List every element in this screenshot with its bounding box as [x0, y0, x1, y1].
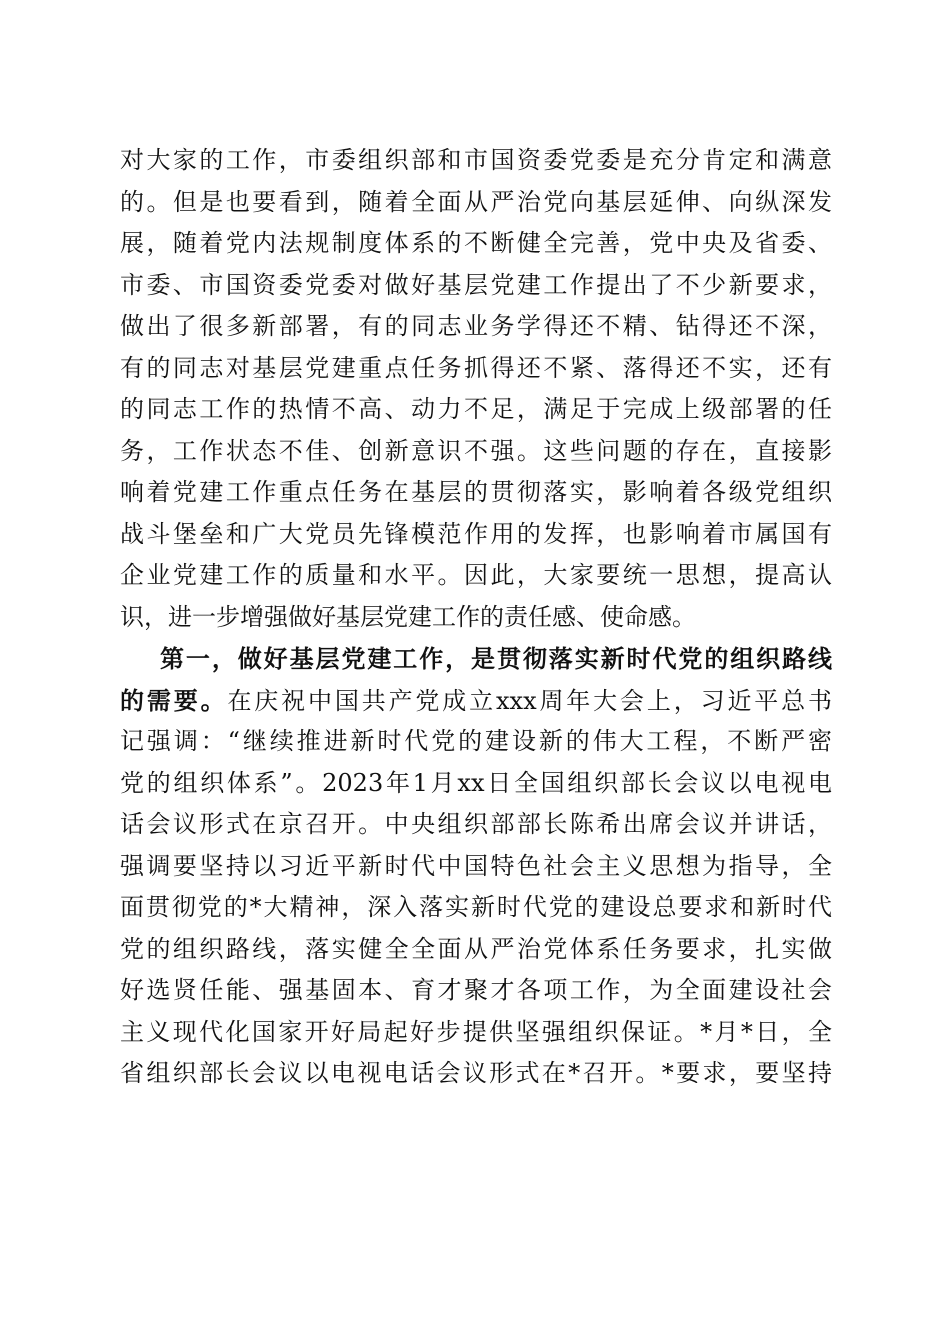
text-line: 响着党建工作重点任务在基层的贯彻落实，影响着各级党组织 — [120, 478, 832, 506]
text-line: 战斗堡垒和广大党员先锋模范作用的发挥，也影响着市属国有 — [120, 519, 832, 548]
text-line: 面贯彻党的*大精神，深入落实新时代党的建设总要求和新时代 — [120, 893, 832, 921]
text-line: 对大家的工作，市委组织部和市国资委党委是充分肯定和满意 — [120, 146, 832, 174]
text-line: 省组织部长会议以电视电话会议形式在*召开。*要求，要坚持 — [120, 1059, 832, 1087]
text-line: 有的同志对基层党建重点任务抓得还不紧、落得还不实，还有 — [120, 353, 832, 382]
text-line: 务，工作状态不佳、创新意识不强。这些问题的存在，直接影 — [120, 436, 832, 465]
text-line: 主义现代化国家开好局起好步提供坚强组织保证。*月*日，全 — [120, 1017, 832, 1046]
paragraph-intro — [120, 140, 832, 638]
text-line-rest: 在庆祝中国共产党成立xxx周年大会上，习近平总书 — [227, 686, 832, 715]
body-text — [120, 140, 832, 1095]
text-line: 展，随着党内法规制度体系的不断健全完善，党中央及省委、 — [120, 229, 832, 257]
text-line: 市委、市国资委党委对做好基层党建工作提出了不少新要求， — [120, 270, 832, 299]
text-line: 的。但是也要看到，随着全面从严治党向基层延伸、向纵深发 — [120, 187, 832, 216]
text-line: 强调要坚持以习近平新时代中国特色社会主义思想为指导，全 — [120, 851, 832, 880]
text-line: 好选贤任能、强基固本、育才聚才各项工作，为全面建设社会 — [120, 976, 832, 1004]
section-heading-end: 的需要。 — [120, 685, 228, 715]
section-heading: 第一，做好基层党建工作，是贯彻落实新时代党的组织路线 — [160, 644, 832, 673]
text-line: 记强调：“继续推进新时代党的建设新的伟大工程，不断严密 — [120, 727, 832, 755]
text-line: 做出了很多新部署，有的同志业务学得还不精、钻得还不深， — [120, 312, 832, 340]
text-line: 党的组织路线，落实健全全面从严治党体系任务要求，扎实做 — [120, 934, 832, 963]
paragraph-first-point — [120, 638, 832, 1095]
text-line: 识，进一步增强做好基层党建工作的责任感、使命感。 — [120, 602, 696, 631]
text-line — [120, 680, 832, 722]
text-line: 的同志工作的热情不高、动力不足，满足于完成上级部署的任 — [120, 395, 832, 423]
text-line: 话会议形式在京召开。中央组织部部长陈希出席会议并讲话， — [120, 810, 832, 838]
text-line: 企业党建工作的质量和水平。因此，大家要统一思想，提高认 — [120, 561, 832, 589]
text-line: 党的组织体系”。2023年1月xx日全国组织部长会议以电视电 — [120, 768, 832, 797]
